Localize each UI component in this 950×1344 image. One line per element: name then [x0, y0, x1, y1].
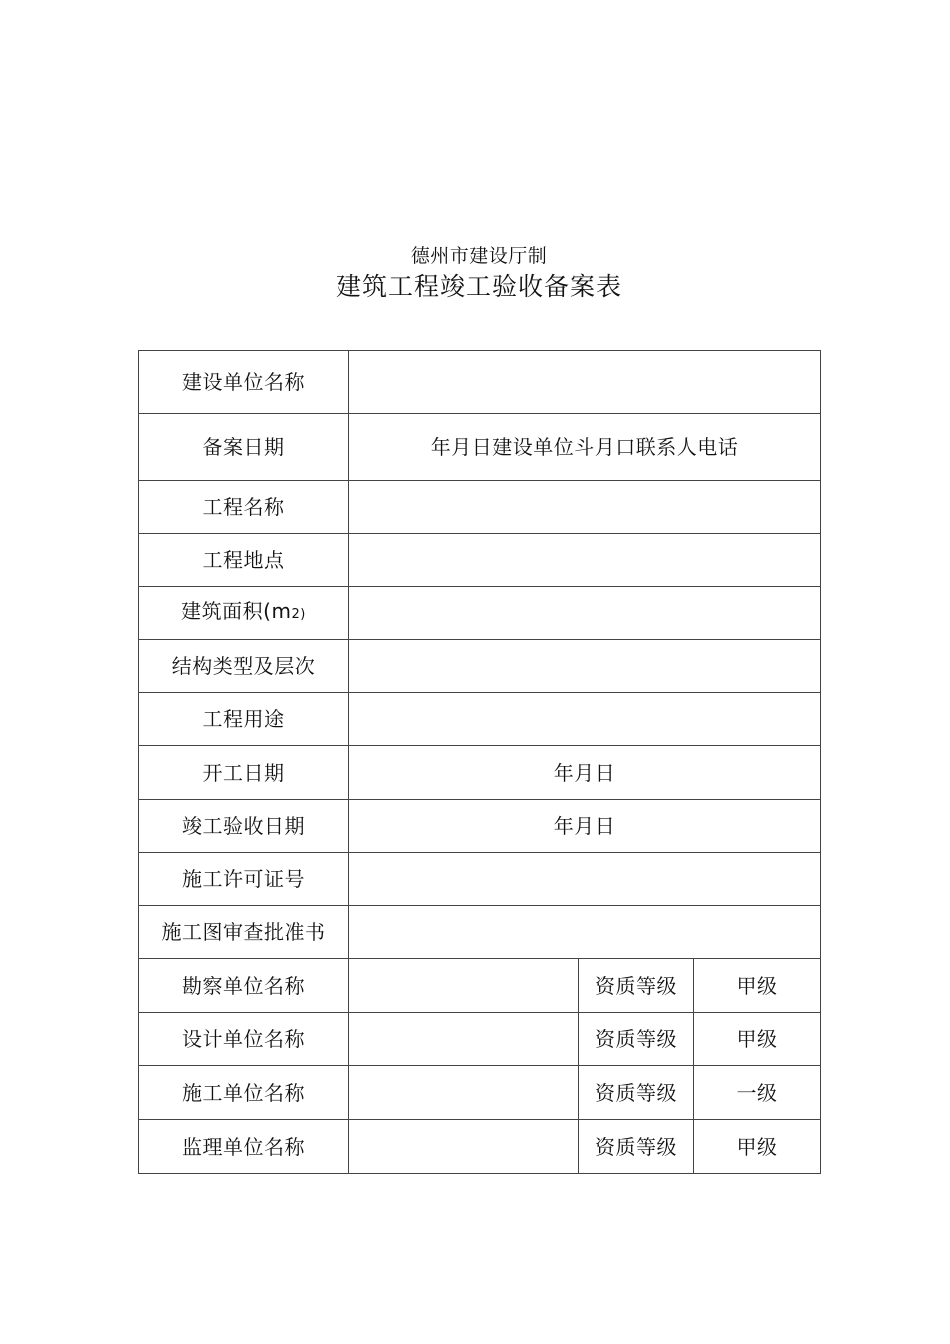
row-construction-unit [139, 351, 821, 414]
design-unit-label: 设计单位名称 [139, 1013, 349, 1066]
building-area-label-text: 建筑面积(m [181, 599, 292, 623]
record-form-table [138, 350, 821, 1174]
project-use-field[interactable] [349, 693, 821, 746]
survey-qualification-value[interactable]: 甲级 [694, 959, 821, 1013]
survey-qualification-label: 资质等级 [579, 959, 694, 1013]
building-area-field[interactable] [349, 587, 821, 640]
row-construction-contractor [139, 1066, 821, 1120]
row-acceptance-date [139, 800, 821, 853]
issuer-subtitle: 德州市建设厅制 [410, 245, 548, 267]
row-project-use [139, 693, 821, 746]
row-project-name [139, 481, 821, 534]
row-record-date [139, 414, 821, 481]
design-unit-name-field[interactable] [349, 1013, 579, 1066]
design-qualification-label: 资质等级 [579, 1013, 694, 1066]
contractor-qualification-value[interactable]: 一级 [694, 1066, 821, 1120]
row-building-area [139, 587, 821, 640]
drawing-review-label: 施工图审查批准书 [139, 906, 349, 959]
start-date-label: 开工日期 [139, 746, 349, 800]
row-drawing-review [139, 906, 821, 959]
row-project-location [139, 534, 821, 587]
acceptance-date-field[interactable]: 年月日 [349, 800, 821, 853]
construction-unit-field[interactable] [349, 351, 821, 414]
row-start-date [139, 746, 821, 800]
project-location-label: 工程地点 [139, 534, 349, 587]
supervision-qualification-value[interactable]: 甲级 [694, 1120, 821, 1174]
supervision-qualification-label: 资质等级 [579, 1120, 694, 1174]
acceptance-date-label: 竣工验收日期 [139, 800, 349, 853]
row-survey-unit [139, 959, 821, 1013]
record-date-label: 备案日期 [139, 414, 349, 481]
permit-number-field[interactable] [349, 853, 821, 906]
supervision-unit-name-field[interactable] [349, 1120, 579, 1174]
structure-type-label: 结构类型及层次 [139, 640, 349, 693]
row-structure-type [139, 640, 821, 693]
survey-unit-label: 勘察单位名称 [139, 959, 349, 1013]
form-title: 建筑工程竣工验收备案表 [335, 272, 622, 301]
row-supervision-unit [139, 1120, 821, 1174]
project-name-field[interactable] [349, 481, 821, 534]
design-qualification-value[interactable]: 甲级 [694, 1013, 821, 1066]
construction-unit-label: 建设单位名称 [139, 351, 349, 414]
project-name-label: 工程名称 [139, 481, 349, 534]
record-date-field[interactable]: 年月日建设单位斗月口联系人电话 [349, 414, 821, 481]
drawing-review-field[interactable] [349, 906, 821, 959]
start-date-field[interactable]: 年月日 [349, 746, 821, 800]
row-permit-number [139, 853, 821, 906]
building-area-label [139, 587, 349, 640]
row-design-unit [139, 1013, 821, 1066]
contractor-unit-name-field[interactable] [349, 1066, 579, 1120]
contractor-unit-label: 施工单位名称 [139, 1066, 349, 1120]
building-area-unit: 2) [291, 607, 306, 622]
structure-type-field[interactable] [349, 640, 821, 693]
project-use-label: 工程用途 [139, 693, 349, 746]
project-location-field[interactable] [349, 534, 821, 587]
survey-unit-name-field[interactable] [349, 959, 579, 1013]
permit-number-label: 施工许可证号 [139, 853, 349, 906]
supervision-unit-label: 监理单位名称 [139, 1120, 349, 1174]
contractor-qualification-label: 资质等级 [579, 1066, 694, 1120]
